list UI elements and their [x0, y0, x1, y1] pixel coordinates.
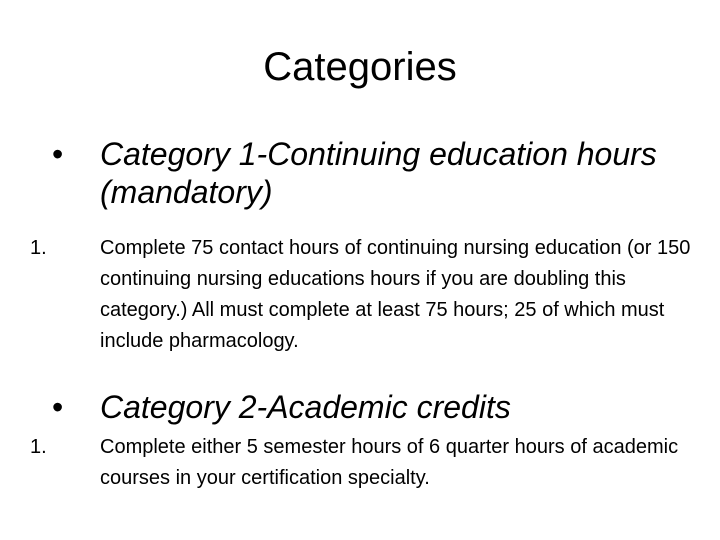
bullet-item-category-1 [30, 135, 690, 215]
numbered-item-category-1-detail [30, 233, 690, 393]
bullet-marker: • [52, 136, 64, 172]
numbered-text: Complete either 5 semester hours of 6 quarter hours of academic courses in your certification specialty. [100, 436, 679, 489]
number-marker: 1. [30, 436, 47, 458]
numbered-text: Complete 75 contact hours of continuing nursing education (or 150 continuing nursing educations hours if you are doubling this category.) All must complete at least 75 hours; 25 of which must include pharmacology. [100, 237, 691, 352]
bullet-item-category-2 [30, 388, 690, 428]
numbered-item-category-2-detail [30, 432, 690, 498]
bullet-text: Category 1-Continuing education hours (mandatory) [100, 136, 657, 210]
bullet-text: Category 2-Academic credits [100, 389, 511, 425]
slide-title: Categories [263, 45, 457, 89]
bullet-marker: • [52, 389, 64, 425]
number-marker: 1. [30, 237, 47, 259]
